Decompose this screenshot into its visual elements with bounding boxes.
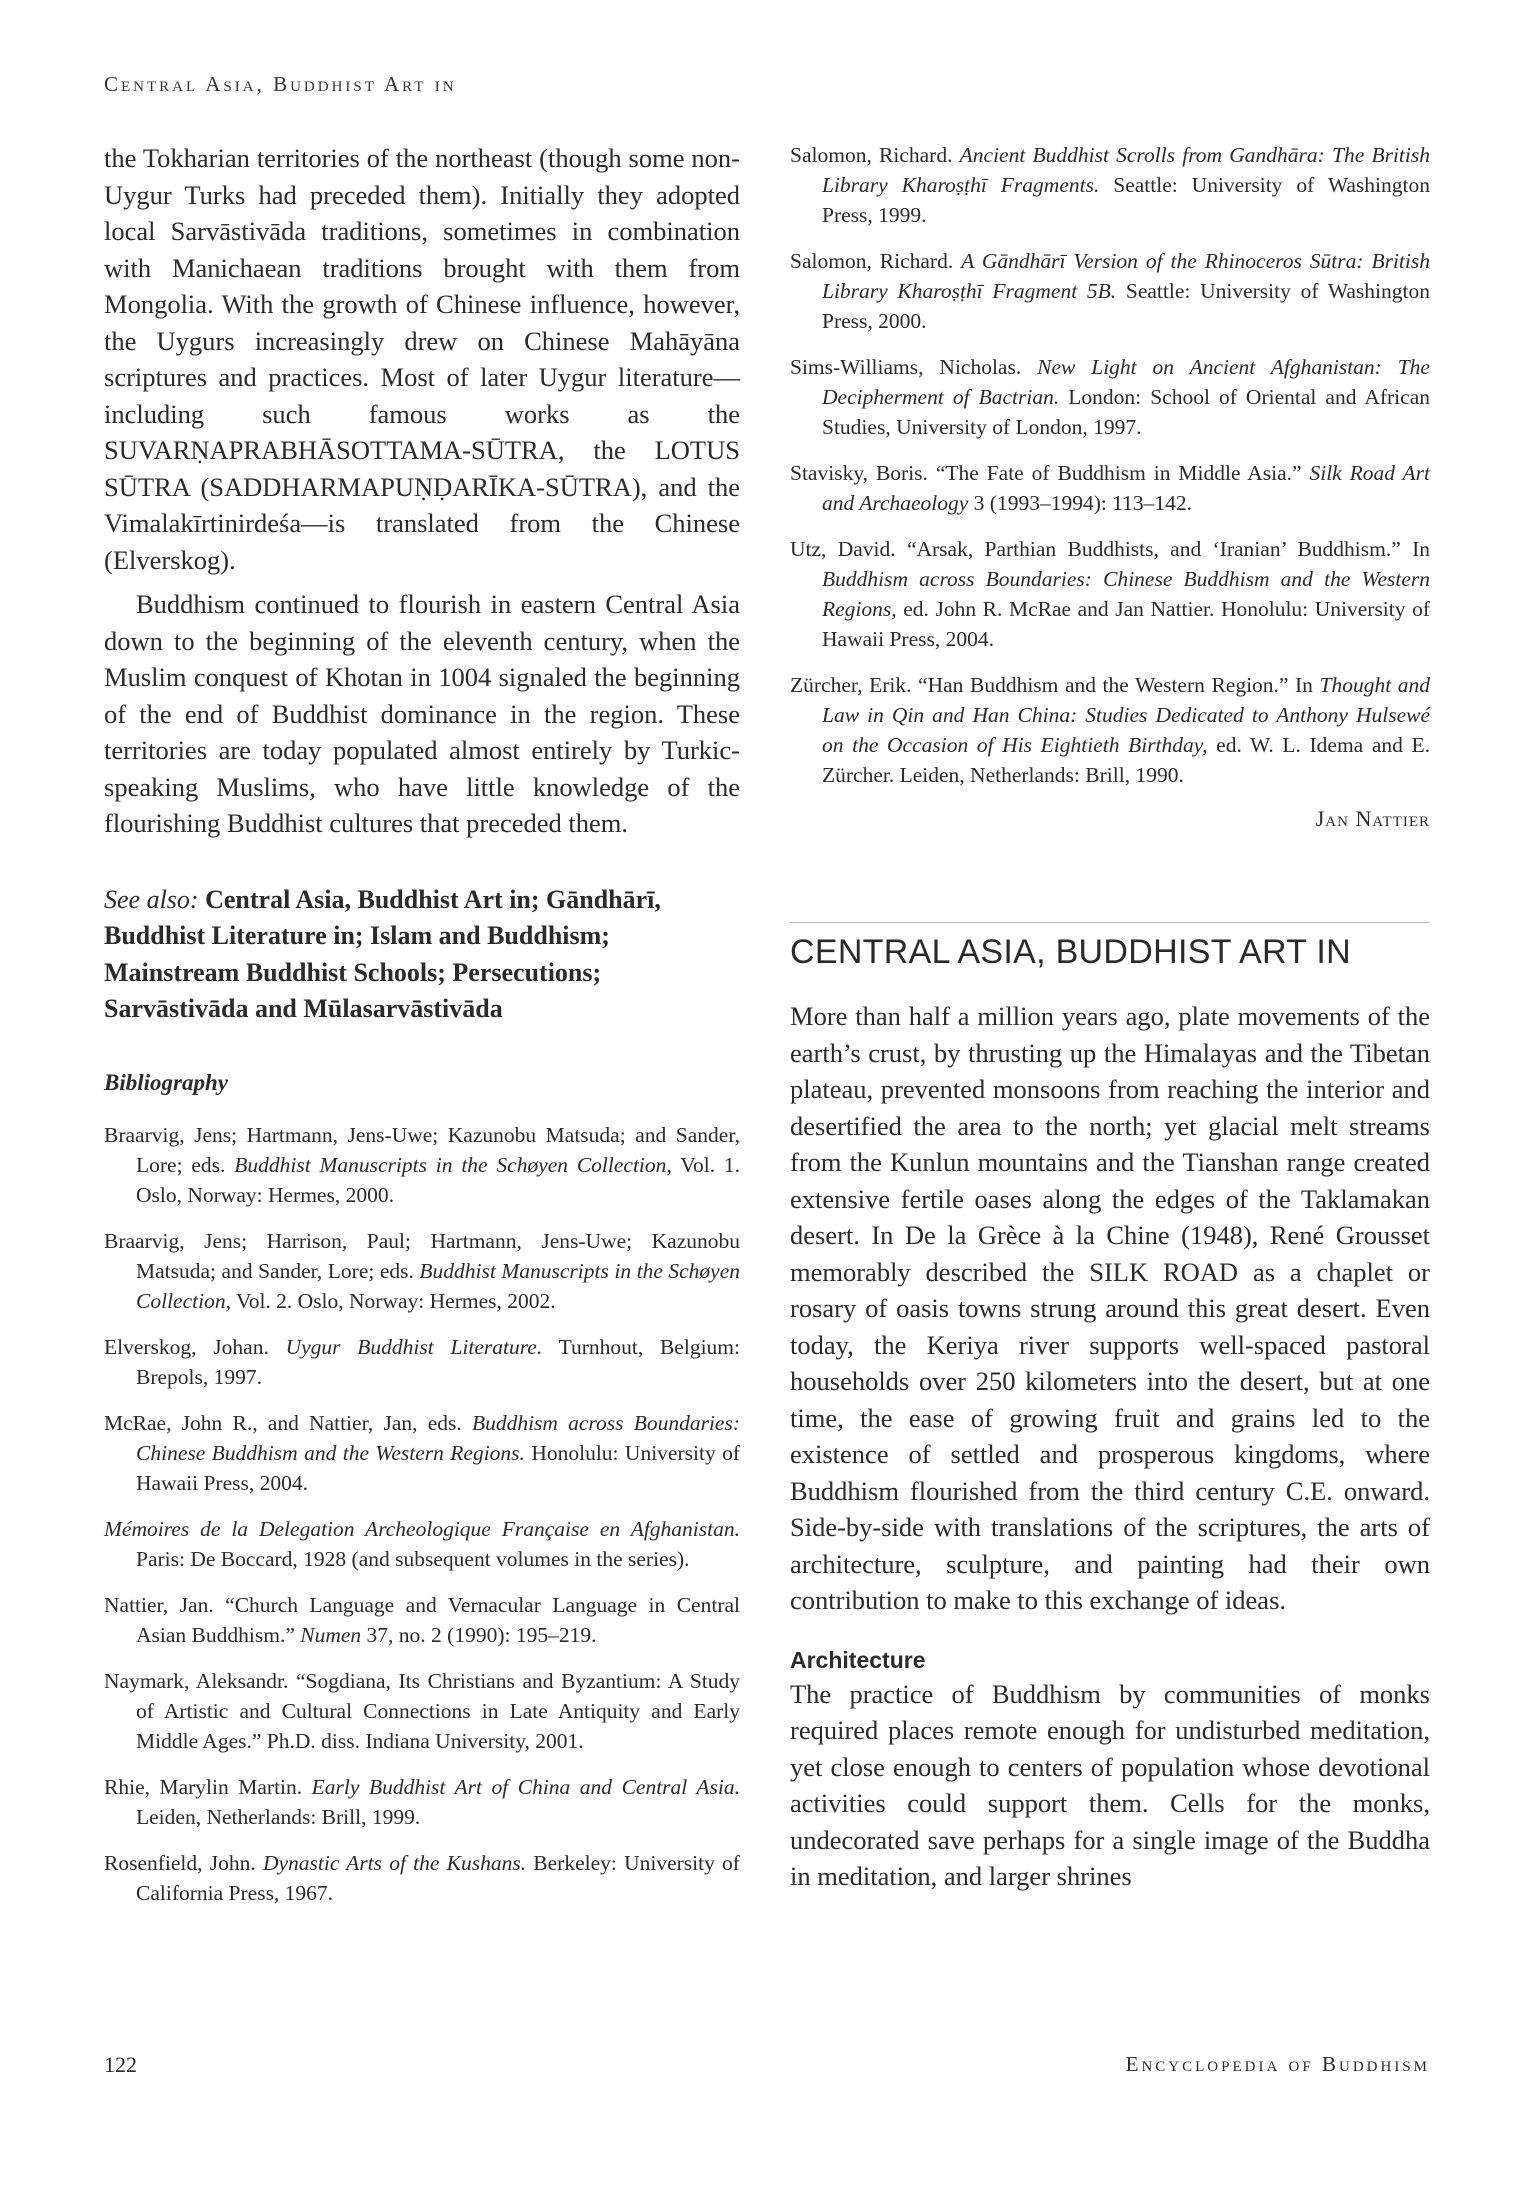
bibliography-entry [790,670,1430,790]
bibliography-entry-title: Ancient Buddhist Scrolls from Gandhāra: The British Library Kharoṣṭhī Fragments. [822,143,1430,197]
bibliography-entry-pre: Salomon, Richard. [790,249,962,273]
bibliography-entry-pre: Salomon, Richard. [790,143,960,167]
bibliography-entry-title: New Light on Ancient Afghanistan: The Decipherment of Bactrian. [822,355,1430,409]
bibliography-entry-title: Buddhist Manuscripts in the Schøyen Collection, [136,1258,740,1313]
architecture-subheading: Architecture [790,1646,926,1673]
bibliography-entry [790,458,1430,518]
bibliography-entry-post: ed. W. L. Idema and E. Zürcher. Leiden, Netherlands: Brill, 1990. [822,733,1430,787]
right-paragraph-1: More than half a million years ago, plate movements of the earth’s crust, by thrusting up the Himalayas and the Tibetan plateau, prevented monsoons from reaching the interior and desertified the area to the north; yet glacial melt streams from the Kunlun mountains and the Tianshan range created extensive fertile oases along the edges of the Taklamakan desert. In De la Grèce à la Chine (1948), René Grousset memorably described the SILK ROAD as a chaplet or rosary of oasis towns strung around this great desert. Even today, the Keriya river supports well-spaced pastoral households over 250 kilometers into the desert, but at one time, the ease of growing fruit and grains led to the existence of settled and prosperous kingdoms, where Buddhism flourished from the third century C.E. onward. Side-by-side with translations of the scriptures, the arts of architecture, sculpture, and painting had their own contribution to make to this exchange of ideas. [790,1001,1430,1615]
bibliography-entry-post: Vol. 1. Oslo, Norway: Hermes, 2000. [136,1152,741,1207]
bibliography-entry [790,140,1430,230]
bibliography-entry-pre: Stavisky, Boris. “The Fate of Buddhism in Middle Asia.” [790,461,1310,485]
bibliography-entry-post: 37, no. 2 (1990): 195–219. [361,1622,597,1647]
bibliography-entry-post: Honolulu: University of Hawaii Press, 2004. [136,1440,741,1495]
bibliography-entry [104,1332,740,1392]
right-paragraph-2: The practice of Buddhism by communities of monks required places remote enough for undisturbed meditation, yet close enough to centers of population whose devotional activities could support them. Cells for the monks, undecorated save perhaps for a single image of the Buddha in meditation, and larger shrines [790,1678,1430,1891]
bibliography-entry-title: Buddhism across Boundaries: Chinese Buddhism and the Western Regions. [136,1410,740,1465]
bibliography-list-right [790,140,1430,790]
bibliography-entry-title: A Gāndhārī Version of the Rhinoceros Sūtra: British Library Kharoṣṭhī Fragment 5B. [822,249,1430,303]
bibliography-entry [104,1848,740,1908]
bibliography-entry-pre: Utz, David. “Arsak, Parthian Buddhists, and ‘Iranian’ Buddhism.” In [790,537,1430,561]
bibliography-entry-title: Early Buddhist Art of China and Central Asia. [311,1774,740,1799]
bibliography-entry [104,1590,740,1650]
bibliography-entry-title: Silk Road Art and Archaeology [822,461,1430,515]
see-also [104,882,740,1028]
page-number: 122 [104,2052,137,2077]
bibliography-entry [104,1408,740,1498]
author-signature: Jan Nattier [1315,806,1430,831]
bibliography-entry-pre: Naymark, Aleksandr. “Sogdiana, Its Christians and Byzantium: A Study of Artistic and Cultural Connections in Late Antiquity and Early Middle Ages.” Ph.D. diss. Indiana University, 2001. [104,1668,740,1753]
see-also-label: See also: [104,884,199,914]
bibliography-entry-post: Leiden, Netherlands: Brill, 1999. [136,1804,421,1829]
bibliography-entry-title: Uygur Buddhist Literature. [285,1334,543,1359]
bibliography-entry-post: Berkeley: University of California Press, 1967. [136,1850,740,1905]
bibliography-entry-title: Numen [300,1622,362,1647]
bibliography-entry-pre: Braarvig, Jens; Hartmann, Jens-Uwe; Kazunobu Matsuda; and Sander, Lore; eds. [104,1122,740,1177]
bibliography-entry [104,1772,740,1832]
section-title: CENTRAL ASIA, BUDDHIST ART IN [790,933,1352,971]
bibliography-entry-post: ed. John R. McRae and Jan Nattier. Honolulu: University of Hawaii Press, 2004. [822,597,1430,651]
bibliography-entry-title: Buddhist Manuscripts in the Schøyen Collection, [234,1152,672,1177]
bibliography-entry-pre: Rhie, Marylin Martin. [104,1774,312,1799]
bibliography-entry [790,534,1430,654]
bibliography-entry-post: Turnhout, Belgium: Brepols, 1997. [136,1334,740,1389]
bibliography-entry-pre: Elverskog, Johan. [104,1334,286,1359]
bibliography-entry-pre: Rosenfield, John. [104,1850,263,1875]
bibliography-entry-pre: Braarvig, Jens; Harrison, Paul; Hartmann, Jens-Uwe; Kazunobu Matsuda; and Sander, Lore; eds. [104,1228,740,1283]
bibliography-entry-post: Vol. 2. Oslo, Norway: Hermes, 2002. [230,1288,556,1313]
bibliography-entry-post: Paris: De Boccard, 1928 (and subsequent volumes in the series). [136,1546,690,1571]
bibliography-entry [104,1226,740,1316]
bibliography-entry [104,1514,740,1574]
bibliography-entry-post: London: School of Oriental and African Studies, University of London, 1997. [822,385,1430,439]
bibliography-entry-title: Thought and Law in Qin and Han China: Studies Dedicated to Anthony Hulsewé on the Occasion of His Eightieth Birthday, [822,673,1430,757]
bibliography-entry-post: 3 (1993–1994): 113–142. [968,491,1193,515]
bibliography-heading: Bibliography [104,1069,228,1095]
bibliography-entry-title: Buddhism across Boundaries: Chinese Buddhism and the Western Regions, [822,567,1430,621]
bibliography-entry-pre: Nattier, Jan. “Church Language and Vernacular Language in Central Asian Buddhism.” [104,1592,740,1647]
bibliography-entry-title: Mémoires de la Delegation Archeologique Française en Afghanistan. [104,1516,740,1541]
bibliography-entry-post: Seattle: University of Washington Press, 1999. [822,173,1430,227]
bibliography-entry [790,352,1430,442]
see-also-links[interactable]: Central Asia, Buddhist Art in; Gāndhārī, Buddhist Literature in; Islam and Buddhism; Mainstream Buddhist Schools; Persecutions; Sarvāstivāda and Mūlasarvāstivāda [104,884,661,1023]
bibliography-list-left [104,1120,740,1908]
bibliography-entry-pre: Sims-Williams, Nicholas. [790,355,1038,379]
bibliography-entry [104,1120,740,1210]
running-header: Central Asia, Buddhist Art in [104,72,457,96]
bibliography-entry-pre: McRae, John R., and Nattier, Jan, eds. [104,1410,472,1435]
bibliography-entry-pre: Zürcher, Erik. “Han Buddhism and the Western Region.” In [790,673,1320,697]
bibliography-entry-title: Dynastic Arts of the Kushans. [262,1850,527,1875]
bibliography-entry [104,1666,740,1756]
section-divider [790,922,1430,923]
right-column [790,140,1430,1895]
left-paragraph-2: Buddhism continued to flourish in eastern Central Asia down to the beginning of the eleventh century, when the Muslim conquest of Khotan in 1004 signaled the beginning of the end of Buddhist dominance in the region. These territories are today populated almost entirely by Turkic-speaking Muslims, who have little knowledge of the flourishing Buddhist cultures that preceded them. [104,589,740,838]
book-title: Encyclopedia of Buddhism [1125,2052,1430,2076]
left-paragraph-1: the Tokharian territories of the northeast (though some non-Uygur Turks had preceded them). Initially they adopted local Sarvāstivāda traditions, sometimes in combination with Manichaean traditions brought with them from Mongolia. With the growth of Chinese influence, however, the Uygurs increasingly drew on Chinese Mahāyāna scriptures and practices. Most of later Uygur literature—including such famous works as the SUVARṆAPRABHĀSOTTAMA-SŪTRA, the LOTUS SŪTRA (SADDHARMAPUṆḌARĪKA-SŪTRA), and the Vimalakīrtinirdeśa—is translated from the Chinese (Elverskog). [104,143,740,575]
left-column [104,140,740,1924]
bibliography-entry-post: Seattle: University of Washington Press, 2000. [822,279,1430,333]
bibliography-entry [790,246,1430,336]
